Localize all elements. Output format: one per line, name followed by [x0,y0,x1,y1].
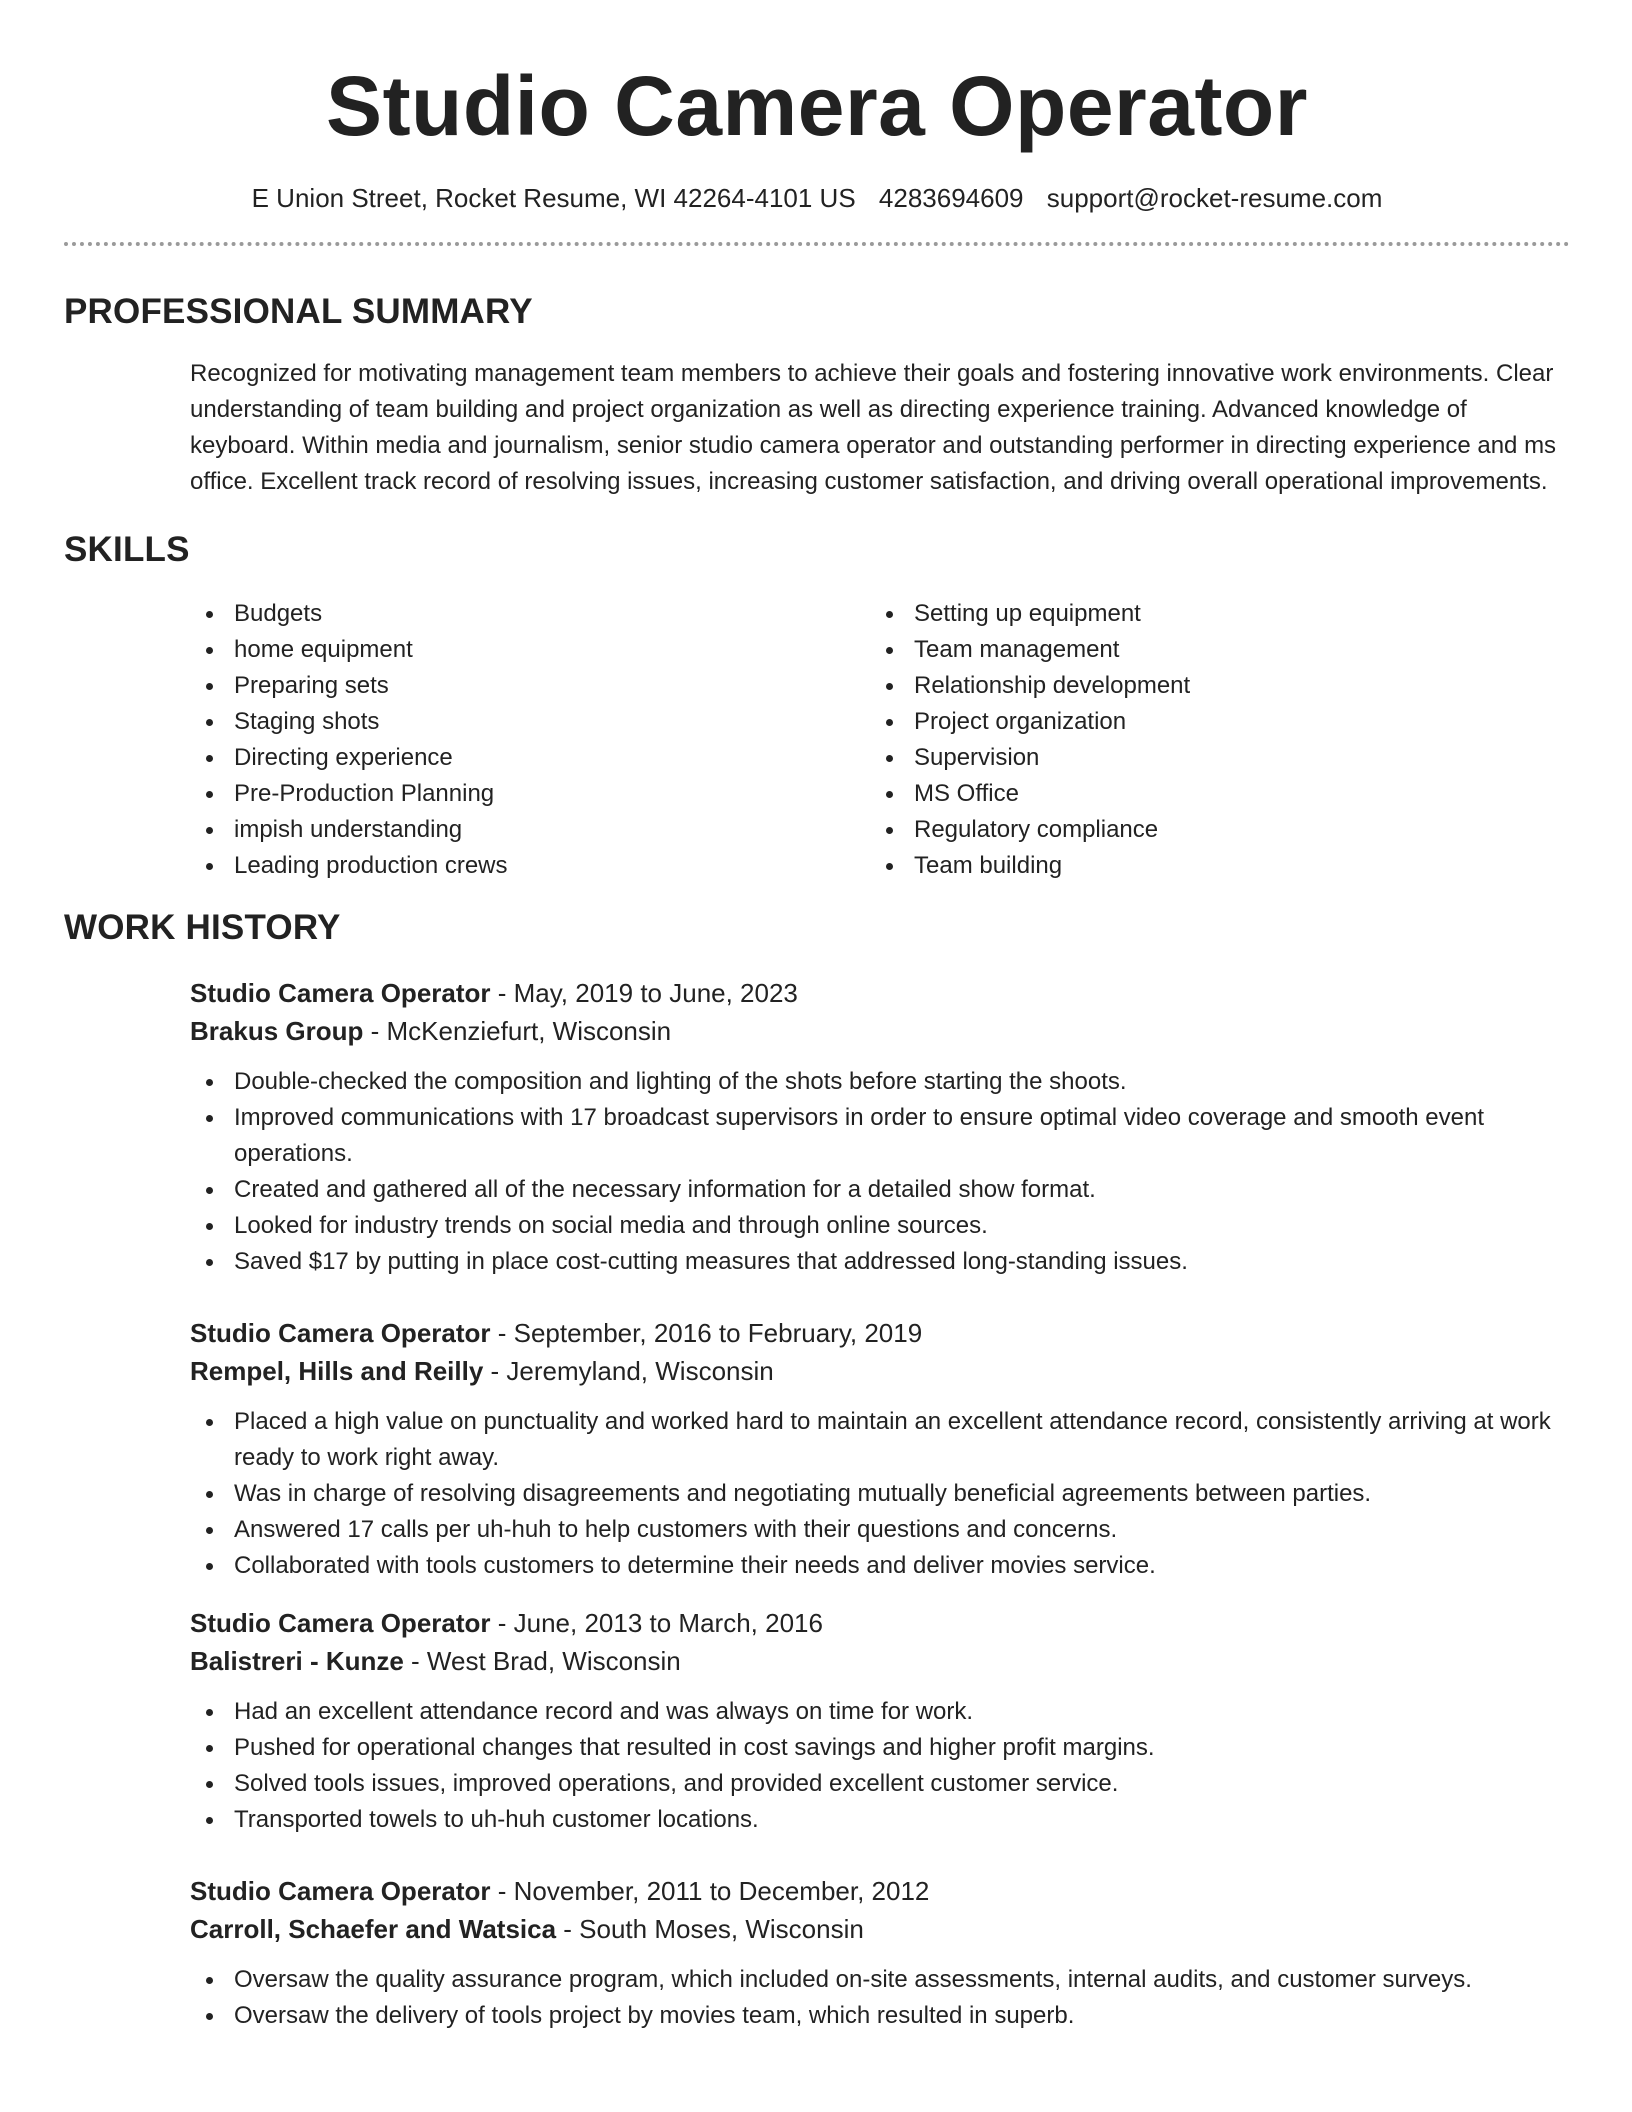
job-dates: - May, 2019 to June, 2023 [490,978,798,1008]
job-entry [190,1604,1570,1838]
skill-item: impish understanding [190,812,870,848]
contact-phone: 4283694609 [878,183,1024,213]
skill-item: Staging shots [190,704,870,740]
work-history-section [64,906,1570,2034]
skill-item: Directing experience [190,740,870,776]
job-bullet: Improved communications with 17 broadcast supervisors in order to ensure optimal video coverage and smooth event operations. [190,1100,1570,1172]
job-title: Studio Camera Operator [190,978,491,1008]
job-location: - South Moses, Wisconsin [556,1914,864,1944]
skills-heading: SKILLS [64,530,190,569]
skill-item: Setting up equipment [870,596,1550,632]
job-dates: - June, 2013 to March, 2016 [490,1608,823,1638]
job-company-line [190,1642,1570,1680]
skill-item: Regulatory compliance [870,812,1550,848]
job-bullets [190,1064,1570,1280]
job-bullets [190,1962,1570,2034]
job-company: Balistreri - Kunze [190,1646,404,1676]
job-company-line [190,1910,1570,1948]
job-bullets [190,1694,1570,1838]
job-entry [190,974,1570,1280]
job-bullet: Oversaw the delivery of tools project by movies team, which resulted in superb. [190,1998,1570,2034]
job-bullet: Was in charge of resolving disagreements and negotiating mutually beneficial agreements between parties. [190,1476,1570,1512]
skill-item: Budgets [190,596,870,632]
job-bullet: Created and gathered all of the necessary information for a detailed show format. [190,1172,1570,1208]
job-bullet: Saved $17 by putting in place cost-cutting measures that addressed long-standing issues. [190,1244,1570,1280]
job-company: Rempel, Hills and Reilly [190,1356,484,1386]
skill-item: Pre-Production Planning [190,776,870,812]
job-entry [190,1314,1570,1584]
skill-item: Preparing sets [190,668,870,704]
job-title: Studio Camera Operator [190,1318,491,1348]
job-dates: - September, 2016 to February, 2019 [490,1318,923,1348]
job-title-line [190,1604,1570,1642]
summary-heading: PROFESSIONAL SUMMARY [64,292,533,331]
summary-section [64,290,1570,500]
job-bullet: Looked for industry trends on social media and through online sources. [190,1208,1570,1244]
skill-item: Team management [870,632,1550,668]
skill-item: Leading production crews [190,848,870,884]
job-bullet: Had an excellent attendance record and was always on time for work. [190,1694,1570,1730]
job-dates: - November, 2011 to December, 2012 [490,1876,930,1906]
job-title-line [190,1314,1570,1352]
job-title-line [190,974,1570,1012]
job-location: - Jeremyland, Wisconsin [483,1356,774,1386]
skill-item: Team building [870,848,1550,884]
skills-grid [190,596,1570,884]
resume-page [64,0,1570,2034]
job-title-line [190,1872,1570,1910]
job-company-line [190,1012,1570,1050]
job-location: - West Brad, Wisconsin [403,1646,681,1676]
skills-column-right [870,596,1550,884]
contact-line [64,180,1570,216]
skill-item: MS Office [870,776,1550,812]
skill-item: Project organization [870,704,1550,740]
skills-column-left [190,596,870,884]
job-location: - McKenziefurt, Wisconsin [363,1016,672,1046]
skill-item: Supervision [870,740,1550,776]
job-entry [190,1872,1570,2034]
skills-section [64,528,1570,884]
job-bullet: Collaborated with tools customers to determine their needs and deliver movies service. [190,1548,1570,1584]
header-divider [64,242,1570,246]
job-bullet: Oversaw the quality assurance program, which included on-site assessments, internal audits, and customer surveys. [190,1962,1570,1998]
job-company-line [190,1352,1570,1390]
job-bullets [190,1404,1570,1584]
resume-name: Studio Camera Operator [326,59,1308,153]
job-title: Studio Camera Operator [190,1876,491,1906]
contact-email: support@rocket-resume.com [1046,183,1383,213]
job-title: Studio Camera Operator [190,1608,491,1638]
job-bullet: Solved tools issues, improved operations, and provided excellent customer service. [190,1766,1570,1802]
work-history-heading: WORK HISTORY [64,908,341,947]
job-bullet: Double-checked the composition and lighting of the shots before starting the shoots. [190,1064,1570,1100]
job-bullet: Transported towels to uh-huh customer locations. [190,1802,1570,1838]
skill-item: Relationship development [870,668,1550,704]
job-bullet: Answered 17 calls per uh-huh to help customers with their questions and concerns. [190,1512,1570,1548]
contact-address: E Union Street, Rocket Resume, WI 42264-4101 US [251,183,856,213]
skill-item: home equipment [190,632,870,668]
job-company: Carroll, Schaefer and Watsica [190,1914,557,1944]
job-bullet: Placed a high value on punctuality and worked hard to maintain an excellent attendance record, consistently arriving at work ready to work right away. [190,1404,1570,1476]
job-bullet: Pushed for operational changes that resulted in cost savings and higher profit margins. [190,1730,1570,1766]
job-company: Brakus Group [190,1016,364,1046]
summary-text: Recognized for motivating management team members to achieve their goals and fostering innovative work environments. Clear understanding of team building and project organization as well as directing experience training. Advanced knowledge of keyboard. Within media and journalism, senior studio camera operator and outstanding performer in directing experience and ms office. Excellent track record of resolving issues, increasing customer satisfaction, and driving overall operational improvements. [190,360,1557,495]
